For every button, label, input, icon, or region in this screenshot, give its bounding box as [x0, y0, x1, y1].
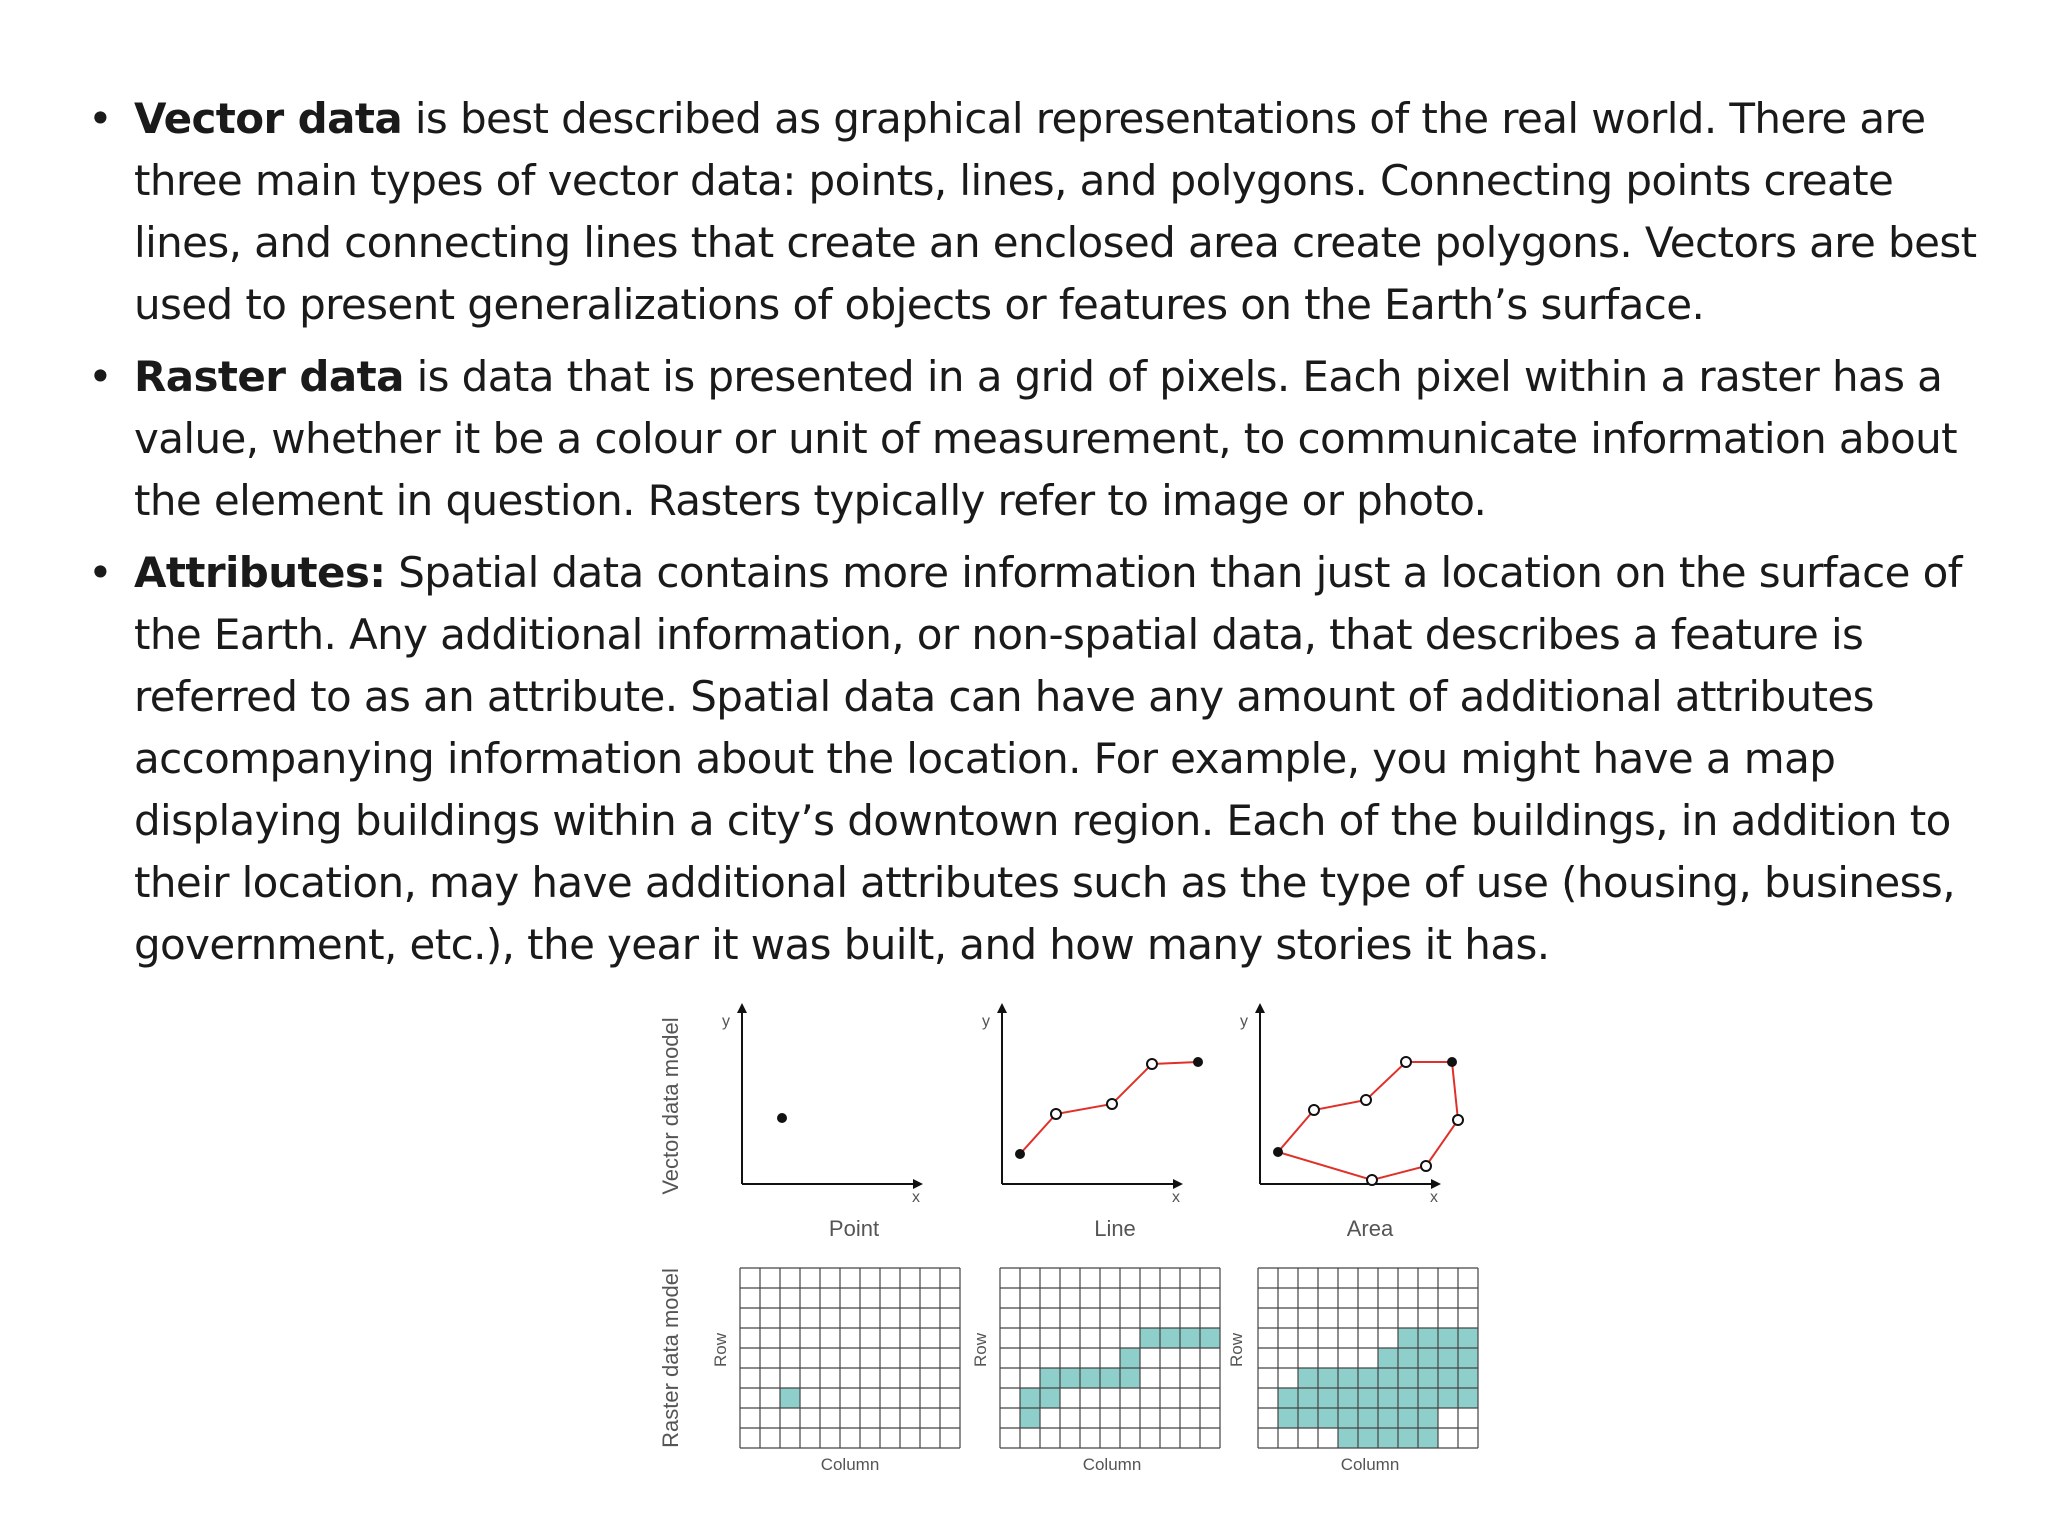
- raster-cell-filled: [1378, 1368, 1398, 1388]
- raster-cell-filled: [1358, 1428, 1378, 1448]
- bullet-raster-data: [88, 346, 1988, 532]
- bullet-marker: •: [88, 94, 113, 143]
- bullet-attributes: [88, 542, 1988, 976]
- row-label: Row: [971, 1332, 990, 1368]
- raster-cell-filled: [1120, 1348, 1140, 1368]
- raster-cell-filled: [1398, 1348, 1418, 1368]
- line-vertex: [1015, 1149, 1025, 1159]
- raster-cell-filled: [1060, 1368, 1080, 1388]
- raster-cell-filled: [1278, 1388, 1298, 1408]
- raster-cell-filled: [1278, 1408, 1298, 1428]
- raster-cell-filled: [1358, 1388, 1378, 1408]
- raster-cell-filled: [1398, 1428, 1418, 1448]
- area-vertex: [1361, 1095, 1371, 1105]
- area-vertex: [1447, 1057, 1457, 1067]
- line-vertex: [1193, 1057, 1203, 1067]
- raster-cell-filled: [1418, 1368, 1438, 1388]
- y-axis-label: y: [722, 1013, 730, 1030]
- raster-cell-filled: [1438, 1348, 1458, 1368]
- raster-cell-filled: [1338, 1408, 1358, 1428]
- vector-panel-point: [722, 1008, 920, 1241]
- vector-raster-figure: [650, 996, 1490, 1480]
- vector-area: [1278, 1062, 1458, 1180]
- vector-panel-area: [1240, 1008, 1463, 1241]
- bullet-text: is data that is presented in a grid of pixels. Each pixel within a raster has a value, whether it be a colour or unit of measurement, to communicate information about the element in question. Rasters typically refer to image or photo.: [134, 352, 1958, 525]
- panel-title-point: Point: [828, 1216, 880, 1241]
- raster-cell-filled: [1080, 1368, 1100, 1388]
- raster-cell-filled: [1140, 1328, 1160, 1348]
- raster-cell-filled: [1318, 1388, 1338, 1408]
- area-vertex: [1273, 1147, 1283, 1157]
- raster-cell-filled: [1398, 1368, 1418, 1388]
- area-vertex: [1421, 1161, 1431, 1171]
- raster-cell-filled: [1398, 1328, 1418, 1348]
- raster-cell-filled: [1318, 1408, 1338, 1428]
- y-axis-label: y: [1240, 1013, 1248, 1030]
- raster-cell-filled: [1458, 1388, 1478, 1408]
- raster-cell-filled: [1438, 1368, 1458, 1388]
- raster-cell-filled: [1458, 1368, 1478, 1388]
- bullet-text: is best described as graphical representations of the real world. There are three main types of vector data: points, lines, and polygons. Connecting points create lines, and connecting lines that create an enclosed area create polygons. Vectors are best used to present generalizations of objects or features on the Earth’s surface.: [134, 94, 1977, 329]
- raster-cell-filled: [1378, 1348, 1398, 1368]
- panel-title-area: Area: [1346, 1216, 1394, 1241]
- raster-panel-line: [1000, 1268, 1220, 1448]
- raster-panel-area: [1258, 1268, 1478, 1448]
- raster-cell-filled: [1438, 1328, 1458, 1348]
- x-axis-label: x: [1430, 1189, 1438, 1206]
- line-vertex: [1147, 1059, 1157, 1069]
- column-label: Column: [1082, 1455, 1142, 1474]
- line-vertex: [1107, 1099, 1117, 1109]
- raster-cell-filled: [1418, 1328, 1438, 1348]
- area-vertex: [1401, 1057, 1411, 1067]
- bullet-term: Attributes:: [134, 548, 386, 597]
- raster-panel-point: [740, 1268, 960, 1448]
- bullet-text: Spatial data contains more information than just a location on the surface of the Earth. Any additional information, or non-spatial data, that describes a feature is referred to as an attribute. Spatial data can have any amount of additional attributes accompanying information about the location. For example, you might have a map displaying buildings within a city’s downtown region. Each of the buildings, in addition to their location, may have additional attributes such as the type of use (housing, business, government, etc.), the year it was built, and how many stories it has.: [134, 548, 1962, 969]
- vector-model-label: Vector data model: [658, 1017, 683, 1195]
- raster-cell-filled: [1398, 1388, 1418, 1408]
- raster-cell-filled: [1358, 1408, 1378, 1428]
- raster-cell-filled: [1040, 1388, 1060, 1408]
- raster-cell-filled: [1438, 1388, 1458, 1408]
- raster-cell-filled: [1160, 1328, 1180, 1348]
- raster-model-label: Raster data model: [658, 1268, 683, 1448]
- raster-cell-filled: [1418, 1348, 1438, 1368]
- raster-cell-filled: [1338, 1388, 1358, 1408]
- raster-cell-filled: [1120, 1368, 1140, 1388]
- vector-panel-line: [982, 1008, 1203, 1241]
- bullet-marker: •: [88, 352, 113, 401]
- bullet-marker: •: [88, 548, 113, 597]
- bullet-list: [88, 88, 1988, 986]
- raster-cell-filled: [1458, 1348, 1478, 1368]
- raster-cell-filled: [1298, 1388, 1318, 1408]
- vector-point: [777, 1113, 787, 1123]
- raster-cell-filled: [1200, 1328, 1220, 1348]
- raster-cell-filled: [1020, 1408, 1040, 1428]
- raster-cell-filled: [1020, 1388, 1040, 1408]
- raster-cell-filled: [1318, 1368, 1338, 1388]
- area-vertex: [1309, 1105, 1319, 1115]
- raster-cell-filled: [1378, 1388, 1398, 1408]
- x-axis-label: x: [1172, 1189, 1180, 1206]
- raster-cell-filled: [1358, 1368, 1378, 1388]
- y-axis-label: y: [982, 1013, 990, 1030]
- raster-cell-filled: [1378, 1428, 1398, 1448]
- raster-cell-filled: [780, 1388, 800, 1408]
- row-label: Row: [1227, 1332, 1246, 1368]
- raster-cell-filled: [1418, 1428, 1438, 1448]
- panel-title-line: Line: [1094, 1216, 1136, 1241]
- raster-cell-filled: [1458, 1328, 1478, 1348]
- row-label: Row: [711, 1332, 730, 1368]
- bullet-vector-data: [88, 88, 1988, 336]
- bullet-term: Raster data: [134, 352, 404, 401]
- raster-cell-filled: [1180, 1328, 1200, 1348]
- raster-cell-filled: [1298, 1368, 1318, 1388]
- raster-cell-filled: [1418, 1408, 1438, 1428]
- raster-cell-filled: [1338, 1368, 1358, 1388]
- x-axis-label: x: [912, 1189, 920, 1206]
- area-vertex: [1453, 1115, 1463, 1125]
- raster-cell-filled: [1298, 1408, 1318, 1428]
- raster-cell-filled: [1040, 1368, 1060, 1388]
- raster-cell-filled: [1100, 1368, 1120, 1388]
- column-label: Column: [1340, 1455, 1400, 1474]
- line-vertex: [1051, 1109, 1061, 1119]
- raster-cell-filled: [1338, 1428, 1358, 1448]
- raster-cell-filled: [1418, 1388, 1438, 1408]
- area-vertex: [1367, 1175, 1377, 1185]
- bullet-term: Vector data: [134, 94, 403, 143]
- raster-cell-filled: [1378, 1408, 1398, 1428]
- column-label: Column: [820, 1455, 880, 1474]
- raster-cell-filled: [1398, 1408, 1418, 1428]
